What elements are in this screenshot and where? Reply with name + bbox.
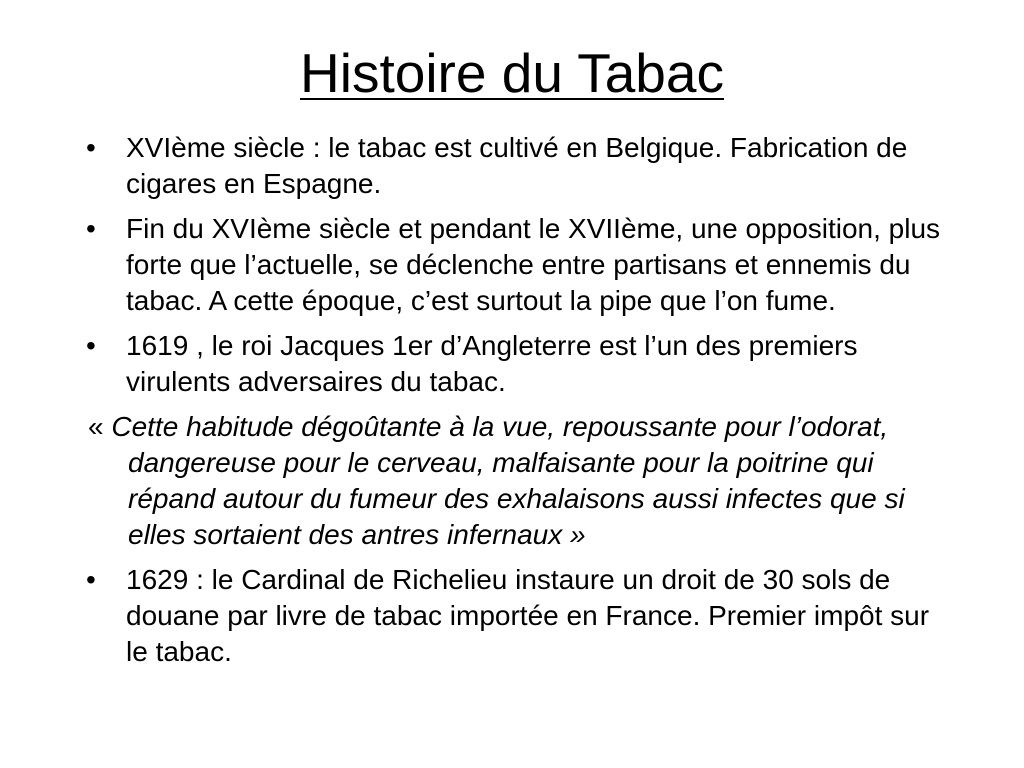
quote-text: Cette habitude dégoûtante à la vue, repoussante pour l’odorat, dangereuse pour le cerveau, malfaisante pour la poitrine qui répand autour du fumeur des exhalaisons aussi infectes que si elles sortaient des antres infernaux » bbox=[111, 411, 905, 550]
bullet-item-2 bbox=[86, 211, 956, 319]
bullet-text: Fin du XVIème siècle et pendant le XVIIème, une opposition, plus forte que l’actuelle, se déclenche entre partisans et ennemis du tabac. A cette époque, c’est surtout la pipe que l’on fume. bbox=[126, 213, 941, 316]
bullet-marker: • bbox=[86, 132, 96, 163]
bullet-item-1 bbox=[86, 130, 956, 202]
bullet-text: 1619 , le roi Jacques 1er d’Angleterre est l’un des premiers virulents adversaires du tabac. bbox=[126, 330, 858, 397]
quote-block bbox=[88, 409, 956, 553]
bullet-marker: • bbox=[86, 213, 96, 244]
slide-title: Histoire du Tabac bbox=[300, 42, 724, 104]
slide-content bbox=[86, 130, 956, 679]
bullet-text: 1629 : le Cardinal de Richelieu instaure un droit de 30 sols de douane par livre de tabac importée en France. Premier impôt sur le tabac. bbox=[126, 564, 930, 667]
bullet-item-4 bbox=[86, 562, 956, 670]
bullet-marker: • bbox=[86, 564, 96, 595]
bullet-item-3 bbox=[86, 328, 956, 400]
quote-open-mark: « bbox=[88, 411, 112, 442]
bullet-text: XVIème siècle : le tabac est cultivé en Belgique. Fabrication de cigares en Espagne. bbox=[126, 132, 908, 199]
bullet-marker: • bbox=[86, 330, 96, 361]
